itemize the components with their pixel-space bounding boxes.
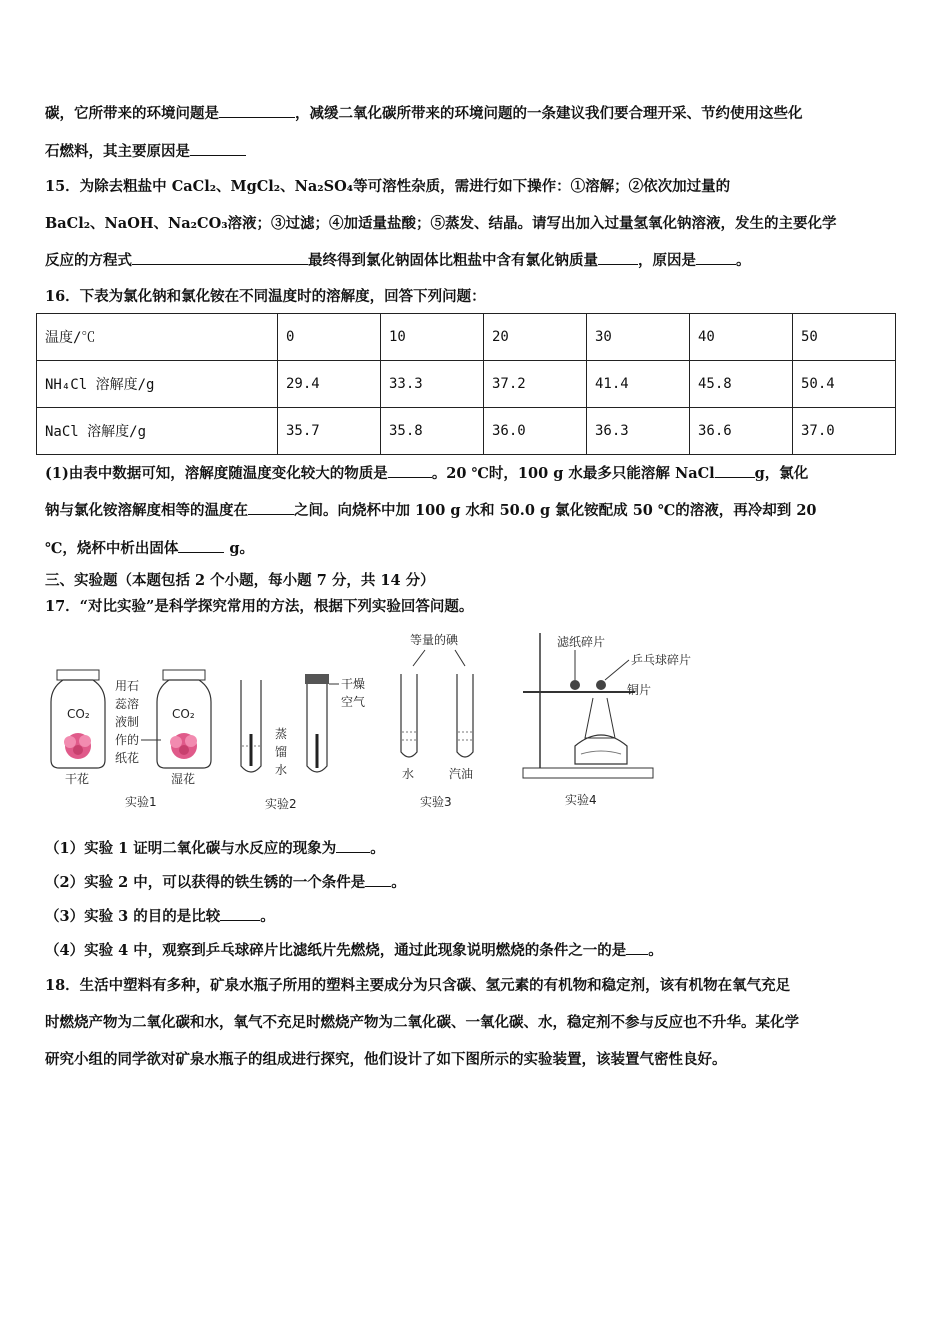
q17-text: 。 — [260, 908, 275, 925]
answer-blank[interactable] — [336, 838, 370, 853]
water-label: 水 — [402, 767, 415, 781]
q17-text: 17．“对比实验”是科学探究常用的方法，根据下列实验回答问题。 — [45, 598, 474, 615]
litmus-text: 作的 — [115, 733, 140, 747]
table-cell: 37.0 — [793, 408, 896, 455]
table-row — [37, 408, 896, 455]
litmus-text: 蕊溶 — [115, 697, 140, 711]
experiment-figure — [45, 628, 745, 818]
experiment-2 — [241, 674, 365, 811]
litmus-text: 纸花 — [115, 751, 140, 765]
jar-dry-flower — [51, 670, 105, 786]
answer-blank[interactable] — [598, 250, 638, 265]
gasoline-label: 汽油 — [449, 767, 474, 781]
table-cell: 10 — [381, 314, 484, 361]
q16-text: (1)由表中数据可知，溶解度随温度变化较大的物质是 — [45, 465, 388, 482]
experiment-3 — [401, 632, 473, 809]
exp1-caption: 实验1 — [125, 795, 157, 809]
answer-blank[interactable] — [220, 906, 260, 921]
distilled-text: 馏 — [275, 745, 288, 759]
filter-paper-label: 滤纸碎片 — [557, 635, 606, 649]
q17-text: 。 — [648, 942, 663, 959]
q17-text: 。 — [370, 840, 385, 857]
q18-line-1 — [45, 974, 910, 995]
table-cell: 36.3 — [587, 408, 690, 455]
wet-flower-label: 湿花 — [171, 772, 196, 786]
table-cell: NaCl 溶解度/g — [37, 408, 278, 455]
table-cell: NH₄Cl 溶解度/g — [37, 361, 278, 408]
table-cell: 45.8 — [690, 361, 793, 408]
table-cell: 35.8 — [381, 408, 484, 455]
solubility-table — [36, 313, 896, 455]
q18-text: 18．生活中塑料有多种，矿泉水瓶子所用的塑料主要成分为只含碳、氢元素的有机物和稳定剂，该有机物在氧气充足 — [45, 977, 791, 994]
q17-text: （4）实验 4 中，观察到乒乓球碎片比滤纸片先燃烧，通过此现象说明燃烧的条件之一的是 — [45, 942, 627, 959]
exp3-caption: 实验3 — [420, 795, 452, 809]
table-cell: 37.2 — [484, 361, 587, 408]
q14-text: ，减缓二氧化碳所带来的环境问题的一条建议我们要合理开采、节约使用这些化 — [295, 105, 803, 122]
q16-text: g，氯化 — [754, 465, 809, 482]
answer-blank[interactable] — [715, 463, 755, 478]
experiment-4 — [523, 633, 691, 807]
q17-intro — [45, 595, 910, 616]
table-cell: 30 — [587, 314, 690, 361]
answer-blank[interactable] — [388, 463, 432, 478]
q17-text: 。 — [391, 874, 406, 891]
q17-text: （3）实验 3 的目的是比较 — [45, 908, 221, 925]
q18-line-2 — [45, 1011, 910, 1032]
q15-line-2 — [45, 212, 910, 233]
litmus-label — [115, 679, 161, 765]
table-cell: 50.4 — [793, 361, 896, 408]
exp2-caption: 实验2 — [265, 797, 297, 811]
table-cell: 36.6 — [690, 408, 793, 455]
answer-blank[interactable] — [365, 872, 391, 887]
q17-sub-2 — [45, 871, 910, 892]
dry-air-text: 干燥 — [341, 677, 366, 691]
section-heading — [45, 569, 910, 590]
q16-text: 16．下表为氯化钠和氯化铵在不同温度时的溶解度，回答下列问题： — [45, 288, 486, 305]
exp4-caption: 实验4 — [565, 793, 597, 807]
q14-text: 碳，它所带来的环境问题是 — [45, 105, 219, 122]
q14-line-1 — [45, 102, 910, 123]
q16-text: ℃，烧杯中析出固体 — [45, 540, 179, 557]
co2-label: CO₂ — [67, 707, 90, 721]
q16-part1-line-1 — [45, 462, 910, 483]
q18-text: 时燃烧产物为二氧化碳和水，氧气不充足时燃烧产物为二氧化碳、一氧化碳、水，稳定剂不参与反应也不升华。某化学 — [45, 1014, 799, 1031]
q18-text: 研究小组的同学欲对矿泉水瓶子的组成进行探究，他们设计了如下图所示的实验装置，该装置气密性良好。 — [45, 1051, 727, 1068]
table-cell: 40 — [690, 314, 793, 361]
table-cell: 20 — [484, 314, 587, 361]
iodine-label: 等量的碘 — [410, 633, 459, 647]
q17-sub-3 — [45, 905, 910, 926]
section-title: 三、实验题（本题包括 2 个小题，每小题 7 分，共 14 分） — [45, 572, 435, 589]
table-cell: 41.4 — [587, 361, 690, 408]
q15-text: 最终得到氯化钠固体比粗盐中含有氯化钠质量 — [308, 252, 598, 269]
answer-blank[interactable] — [626, 940, 648, 955]
answer-blank[interactable] — [132, 250, 308, 265]
q15-text: 。 — [736, 252, 751, 269]
copper-label: 铜片 — [627, 683, 652, 697]
distilled-text: 蒸 — [275, 727, 288, 741]
q16-text: 之间。向烧杯中加 100 g 水和 50.0 g 氯化铵配成 50 ℃的溶液，再冷却到 20 — [294, 502, 817, 519]
table-row — [37, 314, 896, 361]
litmus-text: 液制 — [115, 715, 140, 729]
distilled-text: 水 — [275, 763, 288, 777]
table-cell: 35.7 — [278, 408, 381, 455]
table-row — [37, 361, 896, 408]
q15-text: BaCl₂、NaOH、Na₂CO₃溶液；③过滤；④加适量盐酸；⑤蒸发、结晶。请写出加入过量氢氧化钠溶液，发生的主要化学 — [45, 215, 837, 232]
q15-line-3 — [45, 249, 910, 270]
q14-line-2 — [45, 140, 910, 161]
litmus-text: 用石 — [115, 679, 140, 693]
jar-wet-flower — [157, 670, 211, 786]
table-cell: 0 — [278, 314, 381, 361]
table-cell: 29.4 — [278, 361, 381, 408]
pingpong-label: 乒乓球碎片 — [631, 653, 692, 667]
q16-text: 钠与氯化铵溶解度相等的温度在 — [45, 502, 248, 519]
q17-text: （2）实验 2 中，可以获得的铁生锈的一个条件是 — [45, 874, 366, 891]
answer-blank[interactable] — [219, 103, 295, 118]
co2-label: CO₂ — [172, 707, 195, 721]
q15-text: 反应的方程式 — [45, 252, 132, 269]
q18-line-3 — [45, 1048, 910, 1069]
answer-blank[interactable] — [178, 538, 224, 553]
table-cell: 温度/℃ — [37, 314, 278, 361]
q17-sub-1 — [45, 837, 910, 858]
q16-text: g。 — [224, 540, 255, 557]
answer-blank[interactable] — [190, 141, 246, 156]
q17-sub-4 — [45, 939, 910, 960]
table-cell: 33.3 — [381, 361, 484, 408]
dry-air-text: 空气 — [341, 695, 366, 709]
answer-blank[interactable] — [696, 250, 736, 265]
answer-blank[interactable] — [248, 500, 294, 515]
q16-intro — [45, 285, 910, 306]
q16-part1-line-3 — [45, 537, 910, 558]
q16-text: 。20 ℃时，100 g 水最多只能溶解 NaCl — [431, 465, 715, 482]
q17-text: （1）实验 1 证明二氧化碳与水反应的现象为 — [45, 840, 337, 857]
table-cell: 36.0 — [484, 408, 587, 455]
q15-text: 15．为除去粗盐中 CaCl₂、MgCl₂、Na₂SO₄等可溶性杂质，需进行如下操作：①溶解；②依次加过量的 — [45, 178, 731, 195]
q15-text: ，原因是 — [638, 252, 696, 269]
table-cell: 50 — [793, 314, 896, 361]
dry-flower-label: 干花 — [65, 772, 90, 786]
q14-text: 石燃料，其主要原因是 — [45, 143, 190, 160]
q15-line-1 — [45, 175, 910, 196]
q16-part1-line-2 — [45, 499, 910, 520]
